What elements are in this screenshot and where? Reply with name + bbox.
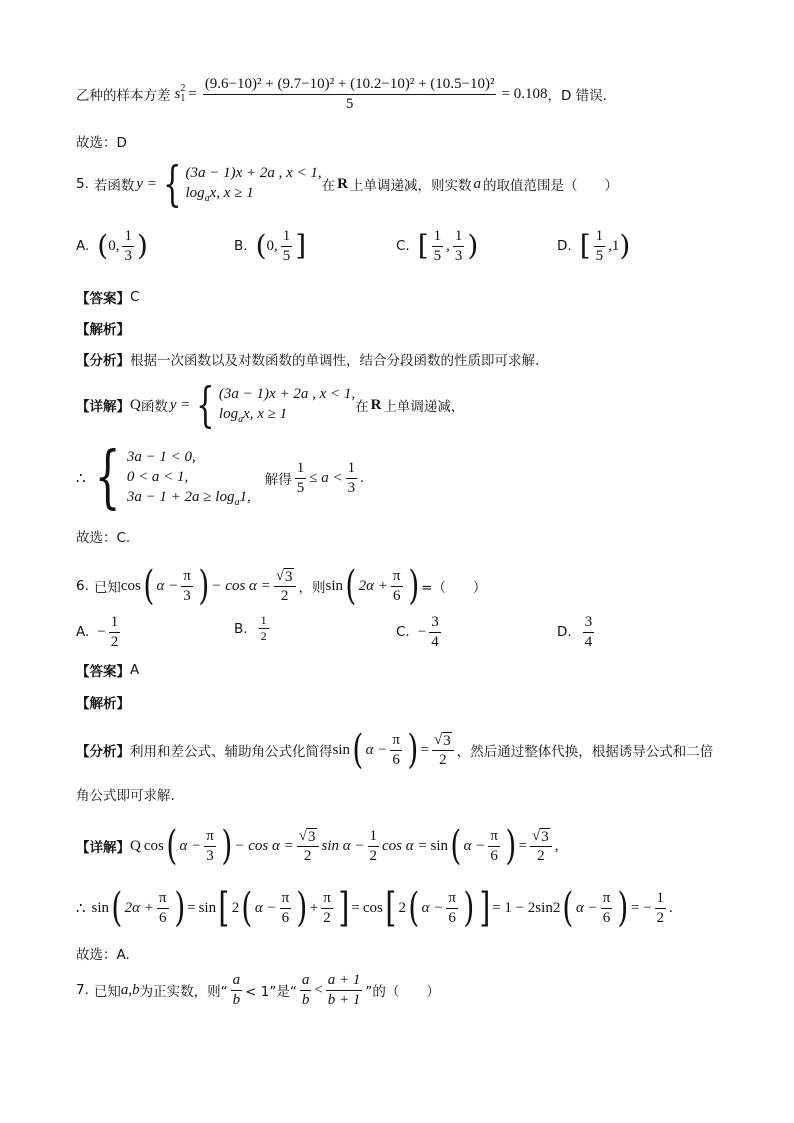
q6-der-six4: 6 (448, 909, 456, 926)
q6-detail-mid1: sin α − (321, 837, 365, 854)
q6-der-dot: . (669, 899, 673, 916)
q6-detail-tag: 【详解】 (76, 840, 130, 856)
q5-sys3: 3a − 1 + 2a ≥ log (126, 489, 235, 505)
q6-pi: π (181, 568, 193, 587)
q5-fenxi-text: 根据一次函数以及对数函数的单调性，结合分段函数的性质即可求解. (130, 353, 540, 369)
q5-choose: 故选：C. (76, 530, 131, 546)
q6-der-one-minus: = 1 − 2sin (492, 899, 553, 916)
q6-der-pi3: π (321, 890, 333, 909)
q6-three: 3 (183, 587, 191, 604)
q6-detail-alpha2: α − (463, 837, 486, 854)
q6-detail-half-num: 1 (368, 828, 380, 847)
q6-der-alpha3: α − (575, 899, 598, 916)
choose-d: 故选：D (76, 135, 127, 151)
q5-R: R (337, 175, 348, 192)
q6-detail-sin: sin (430, 837, 449, 854)
q6-detail-pi: π (204, 828, 216, 847)
q6-option-b-label: B. (234, 620, 248, 637)
q6-number: 6. (76, 578, 89, 594)
q6-fenxi-a: 利用和差公式、辅助角公式化简得 (130, 744, 333, 760)
q5-case1: (3a − 1)x + 2a , x < 1, (185, 164, 322, 181)
q5-option-d-v2: ,1 (608, 237, 620, 254)
variance-numerator: (9.6−10)² + (9.7−10)² + (10.2−10)² + (10.5−10)² (203, 76, 497, 95)
q5-case2-rest: x, x ≥ 1 (209, 184, 254, 201)
q6-option-d-label: D. (557, 624, 572, 640)
q5-solve-num1: 1 (295, 460, 307, 479)
q7-b2: b (301, 991, 310, 1008)
q6-der-alpha: α − (254, 899, 277, 916)
q5-option-c-num1: 1 (432, 228, 444, 247)
q5-option-d-left: [ (579, 229, 591, 262)
q6-detail-pi2: π (488, 828, 500, 847)
q5-sys3-end: 1, (239, 489, 251, 505)
q6-option-c-sign: − (417, 623, 427, 640)
variance-sup: 2 (180, 83, 186, 94)
q6-option-a-sign: − (97, 623, 106, 640)
q5-detail-because: Q (130, 396, 141, 413)
q5-option-a[interactable] (76, 228, 148, 264)
q6-answer-tag: 【答案】 (76, 664, 130, 680)
variance-lead: 乙种的样本方差 (76, 88, 171, 104)
q6-two: 2 (280, 588, 289, 604)
q5-option-c-den: 3 (454, 247, 463, 264)
variance-sub: 1 (180, 93, 186, 104)
q5-sys2: 0 < a < 1, (126, 468, 189, 485)
q5-option-a-den: 3 (124, 247, 132, 264)
q6-sin: sin (325, 577, 344, 594)
q7-tail: ”的（ ） (365, 984, 440, 1000)
q5-answer-value: C (130, 289, 140, 305)
q6-fenxi-c: 角公式即可求解. (76, 788, 175, 804)
q7-lt: < (314, 981, 323, 998)
q6-analysis-tag: 【解析】 (76, 696, 130, 712)
q7-lead: 已知 (93, 984, 121, 1000)
q6-option-d-den: 4 (584, 633, 593, 650)
q6-der-sq: 2 (552, 899, 561, 916)
q5-solve-den2: 3 (347, 479, 356, 496)
variance-result: = 0.108 (501, 85, 548, 102)
q5-stem (76, 156, 618, 212)
q5-solve-end: . (360, 469, 364, 486)
q5-detail-case1: (3a − 1)x + 2a , x < 1, (218, 385, 356, 402)
q5-detail-R: R (370, 396, 382, 413)
q6-detail-cos: cos (143, 837, 164, 854)
q6-eq-blank: =（ ） (421, 580, 487, 596)
q5-option-b-num: 1 (281, 228, 293, 247)
q6-detail-sqrt3b: 3 (541, 828, 549, 845)
variance-denominator: 5 (345, 95, 354, 112)
q5-detail-case2-base: a (238, 413, 244, 425)
q5-answer-tag: 【答案】 (76, 291, 130, 307)
q6-option-d-num: 3 (583, 614, 595, 633)
q6-fenxi-alpha: α − (365, 741, 388, 758)
q5-solve-mid: ≤ a < (309, 469, 343, 486)
q5-solve-den1: 5 (296, 479, 305, 496)
q5-option-a-num: 1 (122, 228, 134, 247)
q6-fenxi-sin: sin (332, 741, 351, 758)
q5-detail-lead: 函数 (140, 399, 168, 415)
variance-symbol: s (174, 85, 181, 102)
q6-der-cos: cos (362, 899, 383, 916)
q6-derivation: ∴ sin ( 2α + $\frac{\pi}{6}$ ) = sin [ 2 ( α − $\frac{\pi}{6}$ ) + $\frac{\pi}{2}$ ] = cos [ 2 ( α − $\frac{\pi}{6}$ ) ] = 1 − 2sin 2 ( α − $\frac{\pi}{6}$ ) = − $\frac{1}{2}$ . (76, 885, 673, 931)
q7-b1: b + 1 (327, 991, 361, 1008)
q5-option-d-label: D. (557, 238, 572, 254)
q5-detail-case2-rest: x, x ≥ 1 (243, 405, 288, 422)
q6-sqrt3: 3 (285, 568, 293, 585)
q6-der-two3: 2 (323, 909, 331, 926)
q6-pi-2: π (391, 568, 403, 587)
q6-der-alpha2: α − (421, 899, 444, 916)
q5-detail-case2: log (218, 405, 239, 422)
q5-option-d-right: ) (619, 229, 631, 262)
q5-a: a (473, 175, 481, 192)
q6-therefore: ∴ (76, 900, 86, 917)
q6-der-six2: 6 (281, 909, 290, 926)
q5-option-a-left: ( (97, 229, 109, 262)
q5-option-b-right: ] (295, 229, 307, 262)
q6-six: 6 (392, 587, 401, 604)
q5-piecewise: { (3a − 1)x + 2a , x < 1, $\log_ax$, x ≥ 1 (163, 156, 322, 212)
q7-stem (76, 972, 440, 1008)
q6-fenxi-sqrt3: 3 (443, 732, 451, 749)
q5-detail: 【详解】 Q 函数 y = { (3a − 1)x + 2a , x < 1, $\log_ax$, x ≥ 1 在 R 上单调递减， (76, 377, 465, 433)
q5-option-d[interactable] (557, 228, 630, 264)
q6-detail-mid2: cos α = (382, 837, 428, 854)
q6-fenxi-pi: π (390, 732, 402, 751)
q5-detail-tail2: 上单调递减， (383, 399, 465, 415)
q7-lt1: < 1”是“ (245, 984, 297, 1000)
q6-der-six5: 6 (602, 909, 611, 926)
q6-der-pi4: π (446, 890, 458, 909)
q7-a2: a (300, 972, 312, 991)
q5-case2-base: a (204, 192, 210, 204)
q5-option-b-v1: 0, (266, 237, 278, 254)
variance-fraction (203, 76, 497, 112)
q5-system: ∴ { 3a − 1 < 0, 0 < a < 1, $3a - 1 + 2a \ge \log_a1$, 解得 $\frac{1}{5}$ ≤ a < $\frac{1}{3}$ . (76, 438, 364, 517)
q5-option-b-den: 5 (282, 247, 291, 264)
q5-fenxi-tag: 【分析】 (76, 353, 130, 369)
q6-der-six: 6 (158, 909, 167, 926)
q6-option-b-num: 1 (259, 614, 269, 629)
q6-detail: 【详解】 Q cos ( α − $\frac{\pi}{3}$ ) − cos α = √ 3 2 sin α − $\frac{1}{2}$ cos α = sin ( α − $\frac{\pi}{6}$ ) = √ 3 2 , (76, 823, 559, 869)
q6-option-a-den: 2 (110, 633, 119, 650)
q5-option-b-label: B. (234, 238, 248, 254)
q5-option-b-left: ( (255, 229, 267, 262)
q6-option-a-num: 1 (109, 614, 121, 633)
q5-option-d-den1: 5 (595, 247, 604, 264)
q6-fenxi-two: 2 (439, 752, 447, 768)
q6-option-c-den: 4 (431, 633, 439, 650)
q5-tail2: 的取值范围是（ ） (482, 178, 618, 194)
q6-der-two4: 2 (398, 899, 406, 916)
q7-b: b (232, 991, 241, 1008)
q6-der-end-num: 1 (655, 890, 667, 909)
q7-ab: a,b (120, 981, 140, 998)
q6-detail-sqrt3: 3 (308, 828, 316, 845)
q7-a: a (231, 972, 243, 991)
q6-detail-alpha: α − (179, 837, 202, 854)
q6-detail-six: 6 (490, 847, 498, 864)
q6-der-pi2: π (280, 890, 292, 909)
q5-sys3-base: a (234, 497, 240, 508)
q5-detail-tag: 【详解】 (76, 399, 130, 415)
q5-fenxi (76, 349, 539, 369)
q5-option-c-den1: 5 (433, 247, 442, 264)
q5-analysis-tag: 【解析】 (76, 322, 130, 338)
q5-number: 5. (76, 176, 89, 192)
q6-detail-two-b: 2 (537, 848, 545, 864)
q5-option-d-num1: 1 (594, 228, 606, 247)
q6-option-b-den: 2 (260, 629, 267, 644)
q6-answer (76, 660, 139, 680)
q7-pos: 为正实数，则“ (139, 984, 228, 1000)
q5-lead: 若函数 (93, 178, 135, 194)
q6-der-two: 2 (231, 899, 240, 916)
q6-detail-two: 2 (303, 848, 312, 864)
q6-option-a-label: A. (76, 624, 90, 640)
q5-therefore: ∴ (76, 470, 86, 487)
q6-fenxi-b: ，然后通过整体代换，根据诱导公式和二倍 (456, 744, 714, 760)
q7-number: 7. (76, 982, 89, 998)
q5-detail-tail: 在 (355, 399, 369, 415)
q6-detail-minus-cos: − cos α = (234, 837, 294, 854)
q5-option-c-left: [ (417, 229, 429, 262)
q6-option-c-num: 3 (429, 614, 441, 633)
variance-tail: ，D 错误. (547, 88, 607, 104)
q5-option-c-right: ) (467, 229, 479, 262)
variance-line (76, 76, 607, 112)
variance-eq: = (188, 85, 197, 102)
q6-alpha-minus: α − (156, 577, 179, 594)
q6-detail-half-den: 2 (369, 847, 378, 864)
q6-then: ，则 (298, 580, 326, 596)
q5-case2: log (185, 184, 205, 201)
q6-choose: 故选：A. (76, 947, 130, 963)
q6-cos: cos (120, 577, 141, 594)
q5-option-a-label: A. (76, 238, 90, 254)
q6-option-b[interactable] (234, 614, 272, 643)
q6-option-c-label: C. (396, 624, 410, 640)
q5-option-c[interactable]: C. [ $\frac{1}{5}$ , $\frac{1}{3}$ ) (396, 228, 479, 264)
q6-der-end-eq: = − (630, 899, 652, 916)
q5-solve: 解得 (264, 472, 292, 488)
q5-option-a-right: ) (136, 229, 148, 262)
q6-answer-value: A (130, 662, 140, 678)
q5-sys1: 3a − 1 < 0, (126, 448, 196, 465)
q6-der-two-alpha: 2α + (124, 899, 154, 916)
q6-der-pi5: π (601, 890, 613, 909)
q5-option-a-v1: 0, (108, 237, 120, 254)
q6-der-sin: sin (91, 899, 110, 916)
q6-fenxi-tag: 【分析】 (76, 744, 130, 760)
q5-option-c-label: C. (396, 238, 410, 254)
q5-func: y = (136, 175, 157, 192)
q6-two-alpha: 2α + (358, 577, 388, 594)
q5-tail: 上单调递减，则实数 (349, 178, 472, 194)
q6-fenxi-six: 6 (392, 751, 400, 768)
q6-minus-cos: − cos α = (211, 577, 271, 594)
q6-fenxi: 【分析】 利用和差公式、辅助角公式化简得 sin ( α − $\frac{\pi}{6}$ ) = √ 3 2 ，然后通过整体代换，根据诱导公式和二倍 (76, 727, 714, 773)
q5-option-b[interactable] (234, 228, 306, 264)
q6-detail-because: Q (130, 837, 141, 854)
q6-option-c[interactable] (396, 614, 444, 650)
q6-lead: 已知 (93, 580, 121, 596)
q5-answer (76, 287, 139, 307)
q6-option-a[interactable] (76, 614, 123, 650)
q5-tail-pre: 在 (321, 178, 336, 194)
q6-detail-three: 3 (206, 847, 214, 864)
q7-a1: a + 1 (326, 972, 363, 991)
q6-der-end-den: 2 (656, 909, 665, 926)
q5-solve-num2: 1 (346, 460, 358, 479)
q6-stem: 6. 已知 cos ( α − $\frac{\pi}{3}$ ) − cos α = √ 3 2 ，则 sin ( 2α + $\frac{\pi}{6}$ ) =（ ） (76, 563, 487, 609)
q5-detail-func: y = (169, 396, 191, 413)
q6-option-d[interactable] (557, 614, 597, 650)
q5-option-c-num: 1 (453, 228, 465, 247)
q6-der-sin2: sin (198, 899, 217, 916)
q6-der-pi: π (157, 890, 169, 909)
